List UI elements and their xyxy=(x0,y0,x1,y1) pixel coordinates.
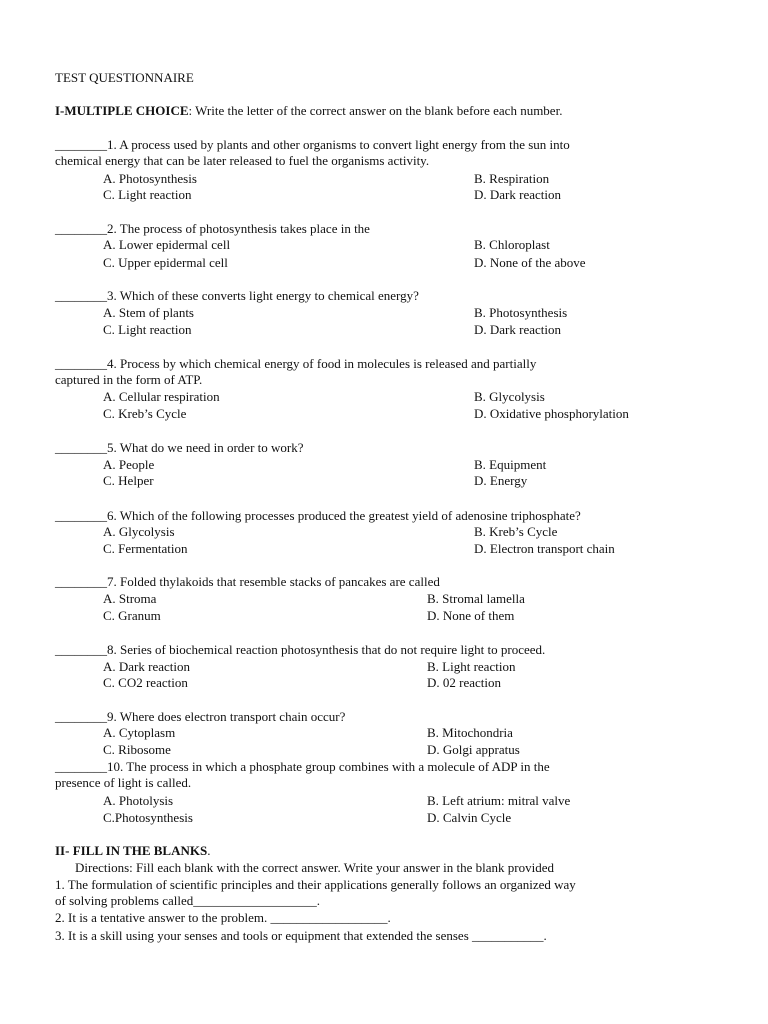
fill-item-1: 1. The formulation of scientific principles and their applications generally follows an organized way xyxy=(55,877,576,892)
question-text: 4. Process by which chemical energy of food in molecules is released and partially xyxy=(107,356,537,371)
question-text: 3. Which of these converts light energy to chemical energy? xyxy=(107,288,419,303)
option-d: D. Golgi appratus xyxy=(427,742,520,757)
part2-header xyxy=(55,843,210,858)
option-b: B. Mitochondria xyxy=(427,725,513,740)
option-a: A. Cellular respiration xyxy=(103,389,220,404)
option-c: C.Photosynthesis xyxy=(103,810,193,825)
fill-item-end: . xyxy=(316,893,321,908)
option-c: C. Helper xyxy=(103,473,154,488)
option-a: A. Cytoplasm xyxy=(103,725,176,740)
option-d: D. Oxidative phosphorylation xyxy=(474,406,629,421)
question-text: 8. Series of biochemical reaction photosynthesis that do not require light to proceed. xyxy=(107,642,546,657)
option-c: C. Fermentation xyxy=(103,541,188,556)
fill-blank[interactable]: _____________ xyxy=(232,893,317,908)
option-c: C. CO2 reaction xyxy=(103,675,188,690)
option-a: A. Photosynthesis xyxy=(103,171,197,186)
option-c: C. Light reaction xyxy=(103,322,192,337)
option-a: A. People xyxy=(103,457,155,472)
option-a: A. Glycolysis xyxy=(103,524,175,539)
option-b: B. Light reaction xyxy=(427,659,516,674)
answer-blank[interactable]: ________ xyxy=(55,288,107,303)
part2-heading: II- FILL IN THE BLANKS xyxy=(55,843,208,858)
fill-item-text: 2. It is a tentative answer to the problem. xyxy=(55,910,271,925)
part1-header xyxy=(55,103,562,118)
option-c: C. Ribosome xyxy=(103,742,171,757)
fill-blank[interactable]: ___________ xyxy=(472,928,544,943)
fill-blank[interactable]: __________________ xyxy=(270,910,388,925)
option-d: D. Calvin Cycle xyxy=(427,810,512,825)
option-c: C. Granum xyxy=(103,608,161,623)
option-d: D. Dark reaction xyxy=(474,187,561,202)
option-d: D. Electron transport chain xyxy=(474,541,615,556)
answer-blank[interactable]: ________ xyxy=(55,574,107,589)
option-d: D. Dark reaction xyxy=(474,322,561,337)
part2-directions: Directions: Fill each blank with the correct answer. Write your answer in the blank provided xyxy=(75,860,555,875)
answer-blank[interactable]: ________ xyxy=(55,709,107,724)
fill-item-end: . xyxy=(387,910,391,925)
option-b: B. Chloroplast xyxy=(474,237,550,252)
question-text: 5. What do we need in order to work? xyxy=(107,440,304,455)
answer-blank[interactable]: ________ xyxy=(55,221,107,236)
question-5 xyxy=(55,440,304,455)
question-4 xyxy=(55,356,536,371)
option-b: B. Kreb’s Cycle xyxy=(474,524,558,539)
option-a: A. Photolysis xyxy=(103,793,174,808)
question-text: 2. The process of photosynthesis takes place in the xyxy=(107,221,370,236)
question-text-continued: chemical energy that can be later released to fuel the organisms activity. xyxy=(55,153,430,168)
option-d: D. None of the above xyxy=(474,255,586,270)
answer-blank[interactable]: ________ xyxy=(55,356,107,371)
option-d: D. Energy xyxy=(474,473,528,488)
question-2 xyxy=(55,221,370,236)
option-b: B. Respiration xyxy=(474,171,550,186)
option-b: B. Glycolysis xyxy=(474,389,545,404)
question-8 xyxy=(55,642,545,657)
question-text: 1. A process used by plants and other organisms to convert light energy from the sun into xyxy=(107,137,570,152)
question-9 xyxy=(55,709,345,724)
option-b: B. Equipment xyxy=(474,457,547,472)
question-text: 9. Where does electron transport chain occur? xyxy=(107,709,346,724)
option-c: C. Kreb’s Cycle xyxy=(103,406,187,421)
question-1 xyxy=(55,137,570,152)
option-d: D. 02 reaction xyxy=(427,675,502,690)
option-a: A. Stroma xyxy=(103,591,157,606)
page-title: TEST QUESTIONNAIRE xyxy=(55,70,194,85)
option-a: A. Dark reaction xyxy=(103,659,190,674)
part1-heading: I-MULTIPLE CHOICE xyxy=(55,103,189,118)
question-3 xyxy=(55,288,419,303)
option-c: C. Light reaction xyxy=(103,187,192,202)
option-d: D. None of them xyxy=(427,608,515,623)
answer-blank[interactable]: ________ xyxy=(55,759,107,774)
answer-blank[interactable]: ________ xyxy=(55,642,107,657)
answer-blank[interactable]: ________ xyxy=(55,508,107,523)
question-text-continued: captured in the form of ATP. xyxy=(55,372,203,387)
fill-item-1-continued xyxy=(55,893,320,908)
option-b: B. Left atrium: mitral valve xyxy=(427,793,571,808)
part1-instruction: : Write the letter of the correct answer on the blank before each number. xyxy=(188,103,563,118)
option-a: A. Stem of plants xyxy=(103,305,194,320)
question-6 xyxy=(55,508,581,523)
fill-item-text: 3. It is a skill using your senses and tools or equipment that extended the senses xyxy=(55,928,473,943)
option-b: B. Stromal lamella xyxy=(427,591,525,606)
fill-item-text: of solving problems called______ xyxy=(55,893,233,908)
option-c: C. Upper epidermal cell xyxy=(103,255,228,270)
fill-item-end: . xyxy=(543,928,547,943)
answer-blank[interactable]: ________ xyxy=(55,137,107,152)
option-b: B. Photosynthesis xyxy=(474,305,568,320)
part2-heading-period: . xyxy=(207,843,211,858)
question-text-continued: presence of light is called. xyxy=(55,775,192,790)
fill-item-2 xyxy=(55,910,391,925)
question-text: 10. The process in which a phosphate group combines with a molecule of ADP in the xyxy=(107,759,550,774)
fill-item-3 xyxy=(55,928,547,943)
question-7 xyxy=(55,574,440,589)
question-text: 6. Which of the following processes produced the greatest yield of adenosine triphosphate? xyxy=(107,508,581,523)
answer-blank[interactable]: ________ xyxy=(55,440,107,455)
option-a: A. Lower epidermal cell xyxy=(103,237,231,252)
question-text: 7. Folded thylakoids that resemble stacks of pancakes are called xyxy=(107,574,440,589)
question-10 xyxy=(55,759,550,774)
